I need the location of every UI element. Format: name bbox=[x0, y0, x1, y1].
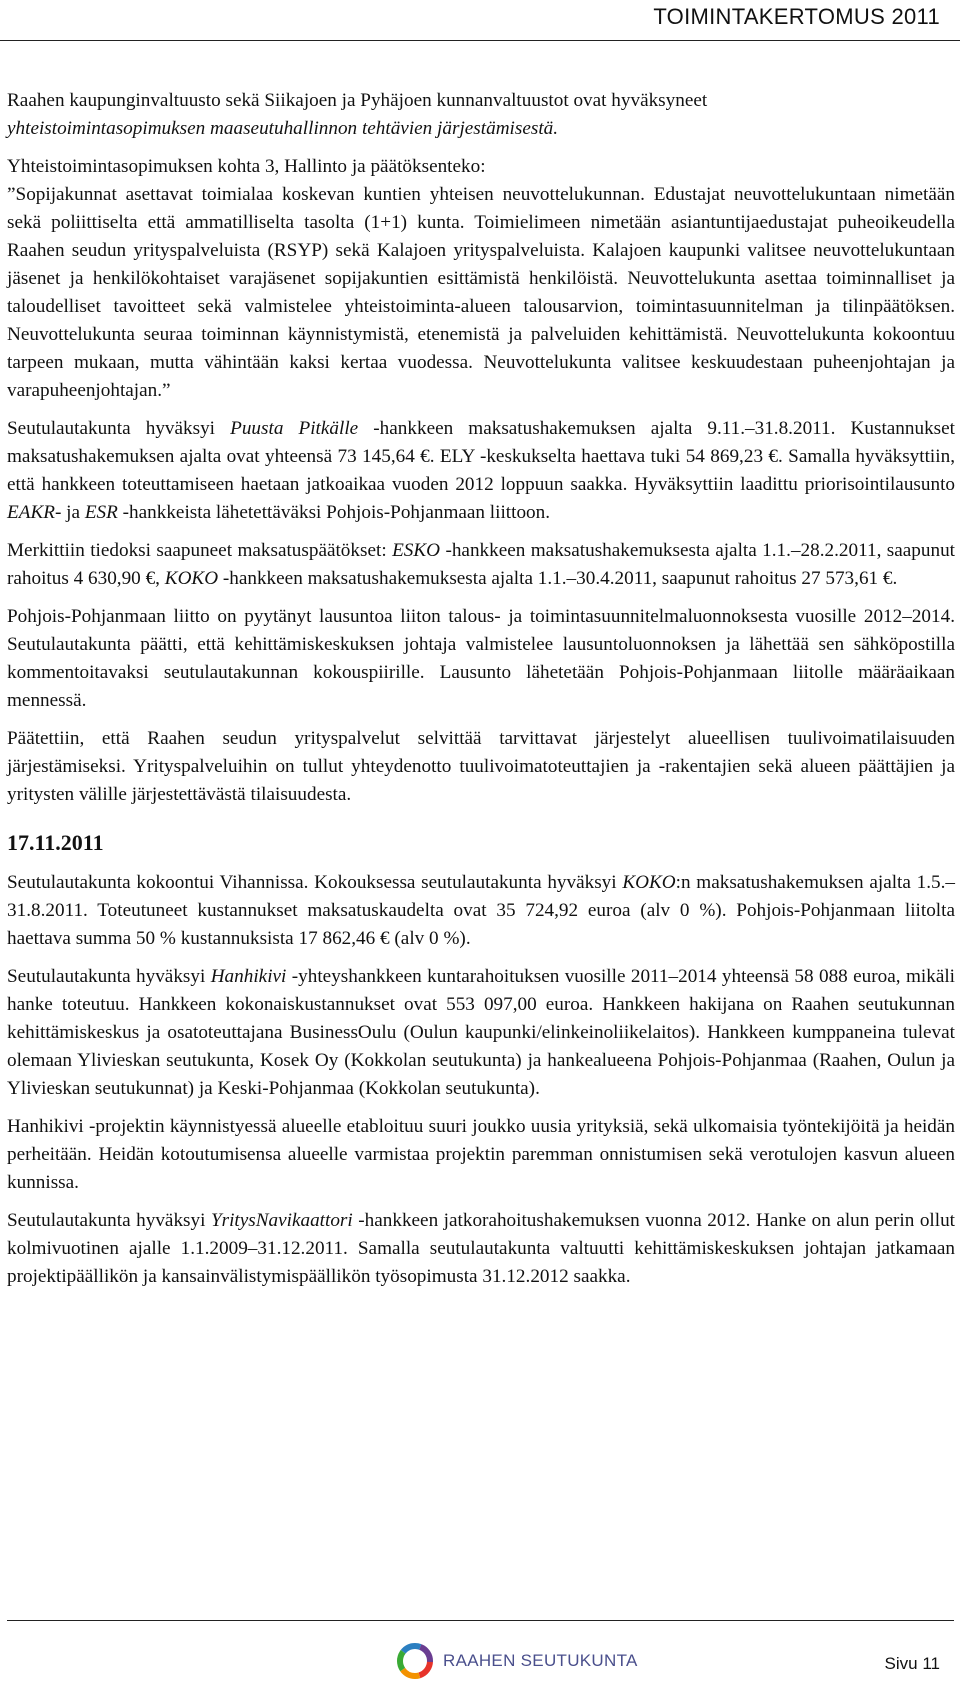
document-body bbox=[7, 87, 955, 1291]
logo-text: RAAHEN SEUTUKUNTA bbox=[443, 1651, 638, 1670]
paragraph-text: Raahen kaupunginvaltuusto sekä Siikajoen ja Pyhäjoen kunnanvaltuustot ovat hyväksyneet bbox=[7, 90, 708, 111]
paragraph-puusta-pitkalle bbox=[7, 415, 955, 527]
text-run: Merkittiin tiedoksi saapuneet maksatuspäätökset: bbox=[7, 540, 393, 561]
program-name: ESR bbox=[84, 502, 118, 523]
text-run: Seutulautakunta hyväksyi bbox=[7, 966, 211, 987]
paragraph-vihanti bbox=[7, 869, 955, 953]
text-run: Seutulautakunta kokoontui Vihannissa. Kokouksessa seutulautakunta hyväksyi bbox=[7, 872, 623, 893]
paragraph-yritysnavikaattori bbox=[7, 1207, 955, 1291]
page-header-title: TOIMINTAKERTOMUS 2011 bbox=[653, 4, 940, 29]
text-run: - ja bbox=[54, 502, 85, 523]
page-number: Sivu 11 bbox=[884, 1654, 940, 1673]
paragraph-italic-text: yhteistoimintasopimuksen maaseutuhallinnon tehtävien järjestämisestä. bbox=[7, 118, 559, 139]
paragraph-hanhikivi bbox=[7, 963, 955, 1103]
text-run: -hankkeen maksatushakemuksesta ajalta 1.1.–30.4.2011, saapunut rahoitus 27 573,61 €. bbox=[218, 568, 898, 589]
paragraph-valtuustot bbox=[7, 87, 955, 143]
header-divider bbox=[0, 40, 960, 41]
paragraph-lausunto: Pohjois-Pohjanmaan liitto on pyytänyt lausuntoa liiton talous- ja toimintasuunnitelmaluonnoksesta vuosille 2012–2014. Seutulautakunta päätti, että kehittämiskeskuksen johtaja valmistelee lausuntoluonnoksen ja lähettää sen sähköpostilla kommentoitavaksi seutulautakunnan kokouspiirille. Lausunto lähetetään Pohjois-Pohjanmaan liitolle määräaikaan mennessä. bbox=[7, 606, 955, 711]
project-name: YritysNavikaattori bbox=[210, 1210, 353, 1231]
paragraph-hanhikivi-projekti: Hanhikivi -projektin käynnistyessä alueelle etabloituu suuri joukko uusia yrityksiä, sekä ulkomaisia työntekijöitä ja heidän perheitään. Heidän kotoutumisensa alueelle varmistaa projektin paremman onnistumisen sekä verotulojen kasvun alueen kunnissa. bbox=[7, 1116, 955, 1193]
raahen-seutukunta-logo bbox=[395, 1641, 638, 1681]
text-run: -yhteyshankkeen kuntarahoituksen vuosille 2011–2014 yhteensä 58 088 euroa, mikäli hanke toteutuu. Hankkeen kokonaiskustannukset ovat 553 097,00 euroa. Hankkeen hakijana on Raahen seutukunnan kehittämiskeskus ja osatoteuttajana BusinessOulu (Oulun kaupunki/elinkeinoliikelaitos). Hankkeen kumppaneina tulevat olemaan Ylivieskan seutukunta, Kosek Oy (Kokkolan seutukunta) ja hankealueena Pohjois-Pohjanmaa (Raahen, Oulun ja Ylivieskan seutukunnat) ja Keski-Pohjanmaa (Kokkolan seutukunta). bbox=[7, 966, 955, 1099]
text-run: :n maksatushakemuksen ajalta 1.5.–31.8.2011. Toteutuneet kustannukset maksatuskaudelta ovat 35 724,92 euroa (alv 0 %). Pohjois-Pohjanmaan liitolta haettava summa 50 % kustannuksista 17 862,46 € (alv 0 %). bbox=[7, 872, 955, 949]
project-name: Puusta Pitkälle bbox=[230, 418, 359, 439]
ring-logo-icon bbox=[395, 1641, 435, 1681]
paragraph-tuulivoima: Päätettiin, että Raahen seudun yrityspalvelut selvittää tarvittavat järjestelyt alueellisen tuulivoimatilaisuuden järjestämiseksi. Yrityspalveluihin on tullut yhteydenotto tuulivoimatoteuttajien ja -rakentajien sekä alueen päättäjien ja yritysten välille järjestettävästä tilaisuudesta. bbox=[7, 728, 955, 805]
project-name: KOKO bbox=[622, 872, 676, 893]
text-run: -hankkeista lähetettäväksi Pohjois-Pohjanmaan liittoon. bbox=[117, 502, 551, 523]
section-date-heading: 17.11.2011 bbox=[7, 830, 104, 855]
paragraph-maksatuspaatokset bbox=[7, 537, 955, 593]
text-run: -hankkeen jatkorahoitushakemuksen vuonna 2012. Hanke on alun perin ollut kolmivuotinen ajalle 1.1.2009–31.12.2011. Samalla seutulautakunta valtuutti kehittämiskeskuksen johtajan jatkamaan projektipäällikön ja kansainvälistymispäällikön työsopimusta 31.12.2012 saakka. bbox=[7, 1210, 955, 1287]
text-run: -hankkeen maksatushakemuksen ajalta 9.11.–31.8.2011. Kustannukset maksatushakemuksen ajalta ovat yhteensä 73 145,64 €. ELY -keskukselta haettava tuki 54 869,23 €. Samalla hyväksyttiin, että hankkeen toteuttamiseen haetaan jatkoaikaa vuoden 2012 loppuun saakka. Hyväksyttiin laadittu priorisointilausunto bbox=[7, 418, 955, 495]
project-name: Hanhikivi bbox=[210, 966, 287, 987]
paragraph-sopimus-quote bbox=[7, 153, 955, 405]
text-run: Seutulautakunta hyväksyi bbox=[7, 1210, 211, 1231]
text-run: Seutulautakunta hyväksyi bbox=[7, 418, 231, 439]
text-run: -hankkeen maksatushakemuksesta ajalta 1.1.–28.2.2011, saapunut rahoitus 4 630,90 €, bbox=[7, 540, 955, 589]
footer-divider bbox=[7, 1620, 954, 1621]
paragraph-intro: Yhteistoimintasopimuksen kohta 3, Hallinto ja päätöksenteko: bbox=[7, 156, 486, 177]
project-name: KOKO bbox=[164, 568, 219, 589]
program-name: EAKR bbox=[7, 502, 55, 523]
paragraph-quote: ”Sopijakunnat asettavat toimialaa koskevan kuntien yhteisen neuvottelukunnan. Edustajat neuvottelukuntaan nimetään sekä poliittiselta että ammatilliselta tasolta (1+1) kunta. Toimielimeen nimetään asiantuntijaedustajat puheoikeudella Raahen seudun yrityspalveluista (RSYP) sekä Kalajoen yrityspalveluista. Kalajoen kaupunki valitsee neuvottelukuntaan jäsenet ja henkilökohtaiset varajäsenet sopijakuntien esittämistä henkilöistä. Neuvottelukunta asettaa toiminnalliset ja taloudelliset tavoitteet sekä valmistelee yhteistoiminta-alueen talousarvion, toimintasuunnitelman ja tilinpäätöksen. Neuvottelukunta seuraa toiminnan käynnistymistä, etenemistä ja palveluiden kehittämistä. Neuvottelukunta kokoontuu tarpeen mukaan, mutta vähintään kaksi kertaa vuodessa. Neuvottelukunta valitsee keskuudestaan puheenjohtajan ja varapuheenjohtajan.” bbox=[7, 184, 955, 401]
project-name: ESKO bbox=[392, 540, 441, 561]
